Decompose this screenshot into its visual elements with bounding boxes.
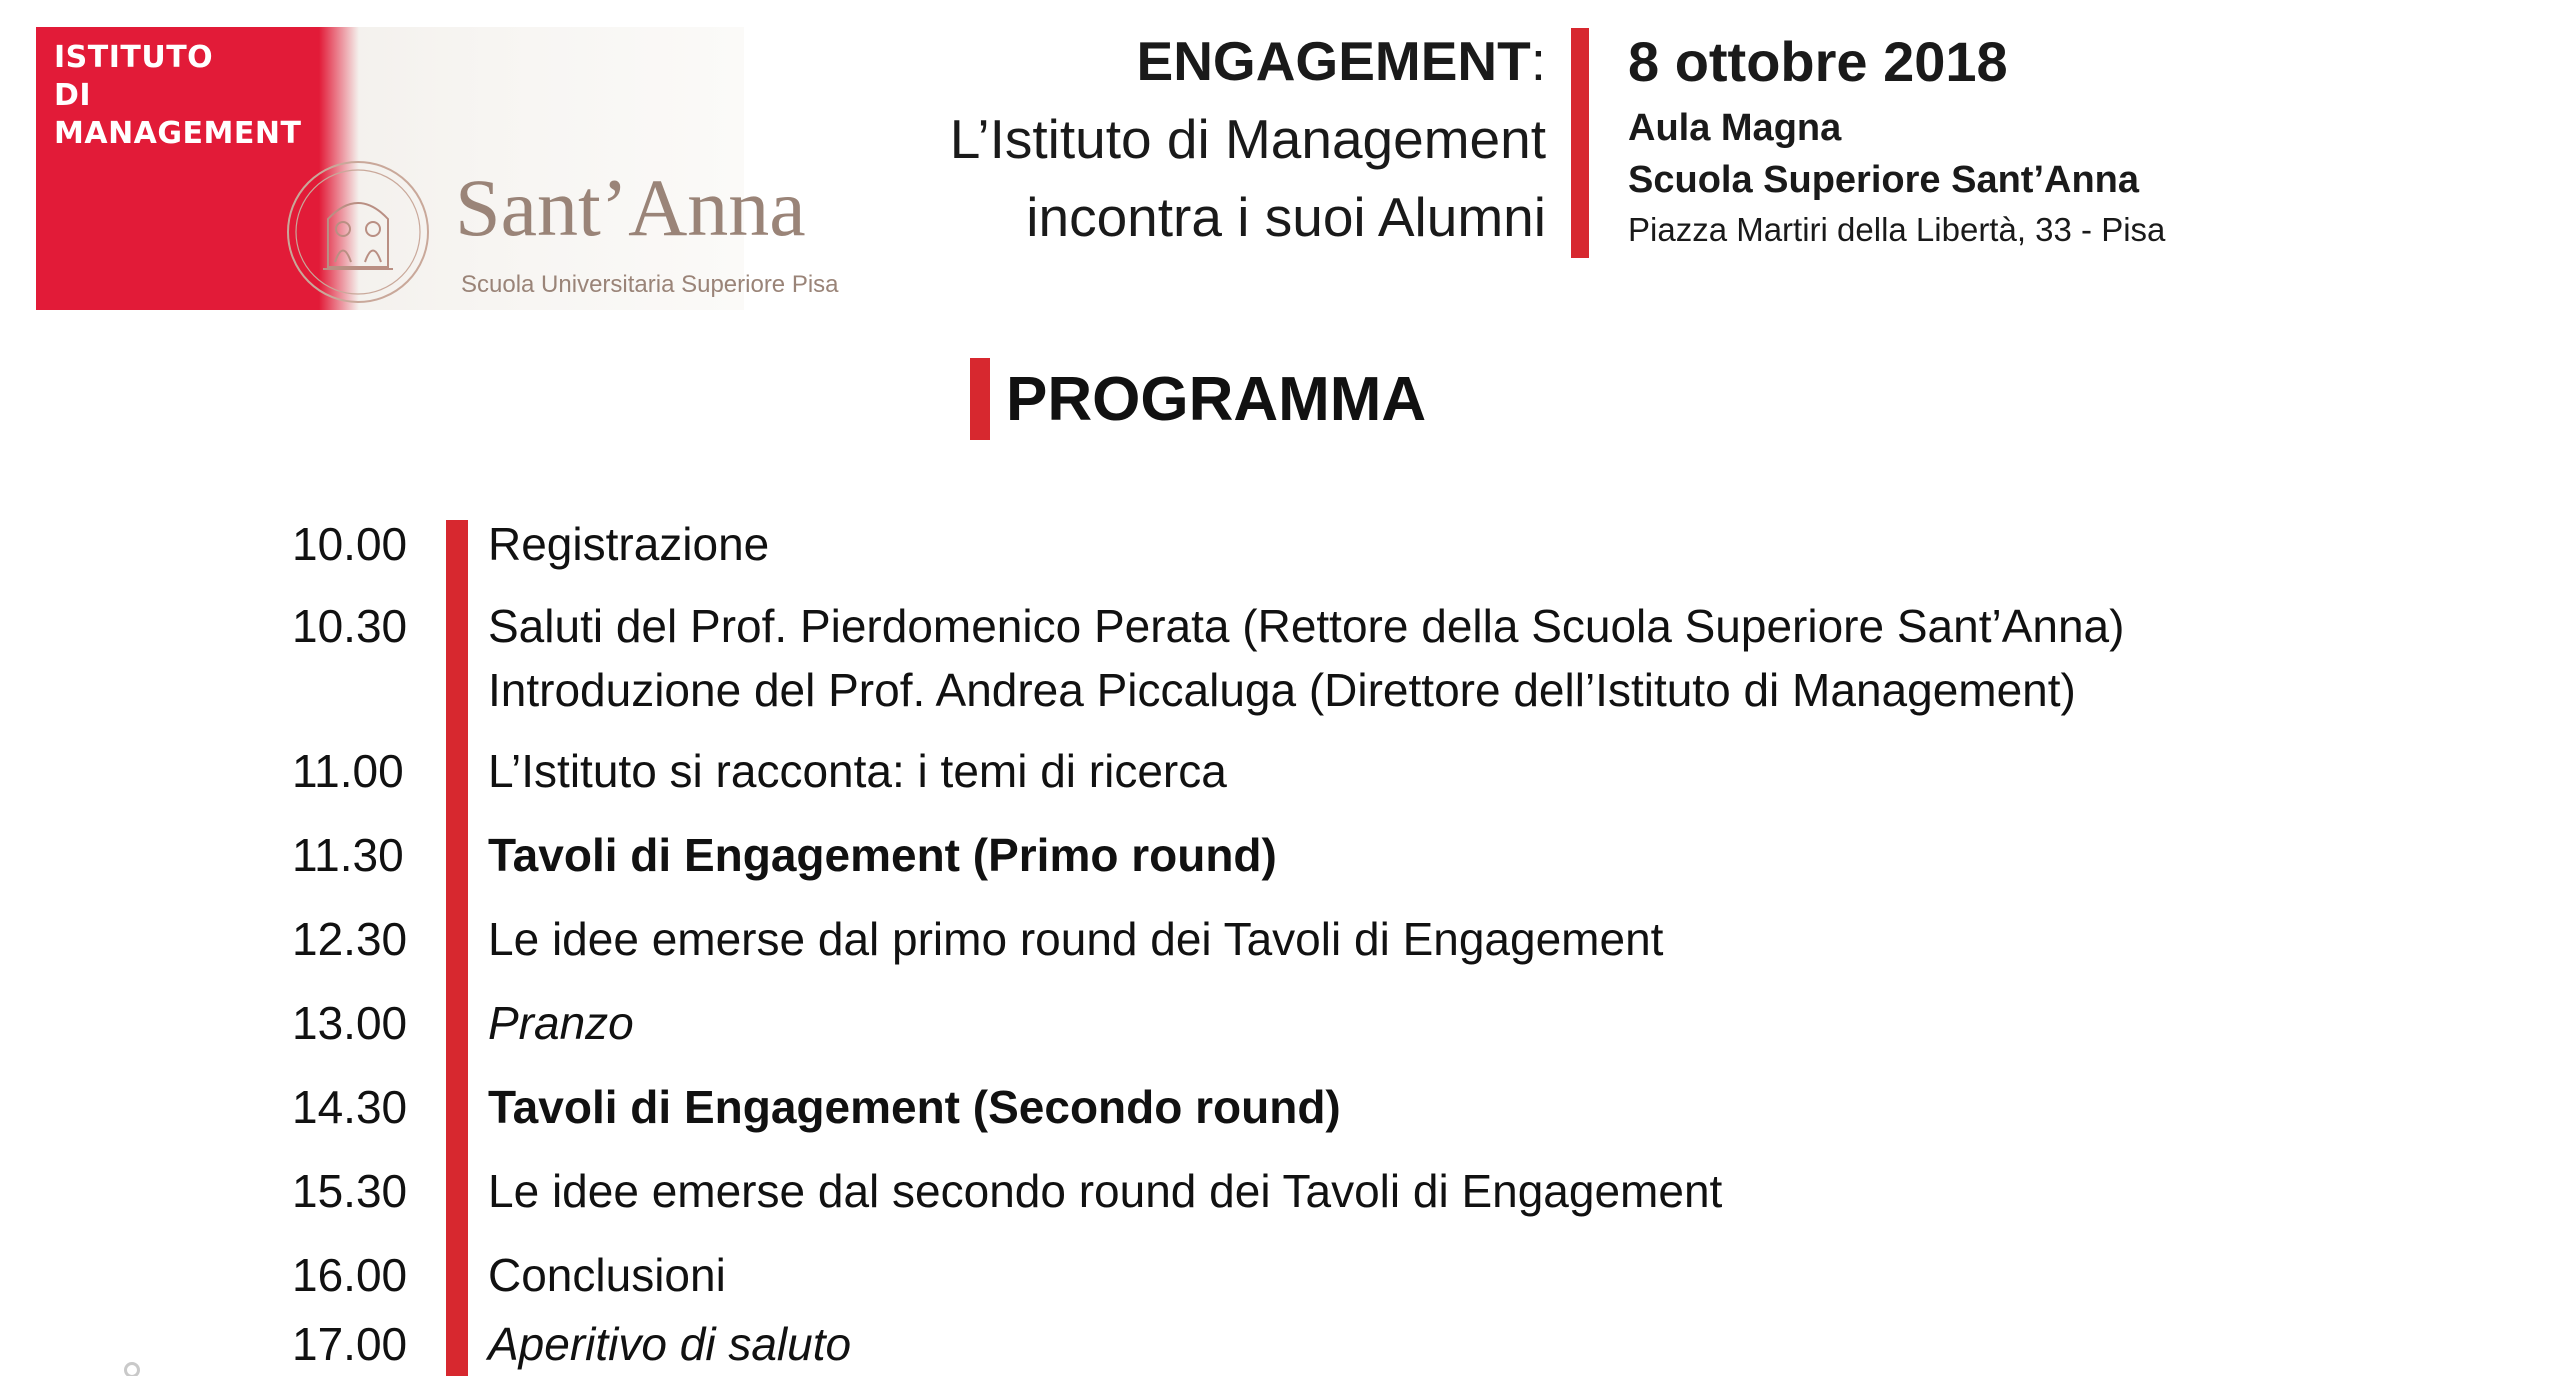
schedule-description: Tavoli di Engagement (Secondo round)	[488, 1081, 1341, 1133]
program-heading-bar	[970, 358, 990, 440]
brand-subtitle: Scuola Universitaria Superiore Pisa	[461, 271, 839, 298]
event-title-line3: incontra i suoi Alumni	[1026, 186, 1546, 248]
schedule-description: Tavoli di Engagement (Primo round)	[488, 829, 1277, 881]
event-date: 8 ottobre 2018	[1628, 30, 2008, 93]
schedule-description	[488, 594, 2124, 722]
logo-brand-panel	[319, 27, 839, 310]
schedule-description: Aperitivo di saluto	[488, 1318, 852, 1370]
event-info	[1628, 24, 2165, 254]
schedule-time: 12.30	[292, 913, 408, 965]
schedule-description-line: Saluti del Prof. Pierdomenico Perata (Rettore della Scuola Superiore Sant’Anna)	[488, 600, 2125, 652]
schedule-time: 10.00	[292, 518, 408, 570]
university-seal-icon	[283, 157, 433, 307]
schedule-time: 14.30	[292, 1081, 408, 1133]
schedule-description: L’Istituto si racconta: i temi di ricerca	[488, 745, 1227, 797]
schedule-description: Registrazione	[488, 518, 770, 570]
schedule-divider	[446, 520, 468, 1376]
header-divider	[1571, 28, 1589, 258]
logo-red-panel	[36, 27, 319, 310]
event-title	[950, 22, 1546, 256]
event-title-colon: :	[1530, 30, 1546, 92]
schedule-time: 10.30	[292, 600, 408, 652]
institute-logo	[36, 27, 839, 310]
program-heading: PROGRAMMA	[1006, 365, 1427, 434]
logo-institute-name	[54, 39, 319, 153]
event-title-keyword: ENGAGEMENT	[1136, 30, 1531, 92]
event-venue: Aula Magna	[1628, 107, 1842, 149]
schedule-description-line: Introduzione del Prof. Andrea Piccaluga (Direttore dell’Istituto di Management)	[488, 664, 2076, 716]
schedule-time: 11.30	[292, 829, 404, 881]
corner-mark-icon	[124, 1362, 140, 1376]
brand-name: Sant’Anna	[455, 162, 806, 253]
schedule-description: Pranzo	[488, 997, 634, 1049]
schedule-description: Le idee emerse dal primo round dei Tavoli di Engagement	[488, 913, 1664, 965]
schedule-time: 11.00	[292, 745, 404, 797]
event-address: Piazza Martiri della Libertà, 33 - Pisa	[1628, 211, 2166, 248]
logo-institute-line2: DI MANAGEMENT	[54, 78, 302, 151]
schedule-time: 13.00	[292, 997, 408, 1049]
schedule-time: 16.00	[292, 1249, 408, 1301]
schedule-time: 15.30	[292, 1165, 408, 1217]
event-school: Scuola Superiore Sant’Anna	[1628, 159, 2139, 201]
schedule-description: Le idee emerse dal secondo round dei Tavoli di Engagement	[488, 1165, 1723, 1217]
event-title-line1	[950, 22, 1546, 100]
schedule-description: Conclusioni	[488, 1249, 726, 1301]
logo-institute-line1: ISTITUTO	[54, 40, 214, 75]
schedule-time: 17.00	[292, 1318, 408, 1370]
event-title-line2: L’Istituto di Management	[949, 108, 1546, 170]
